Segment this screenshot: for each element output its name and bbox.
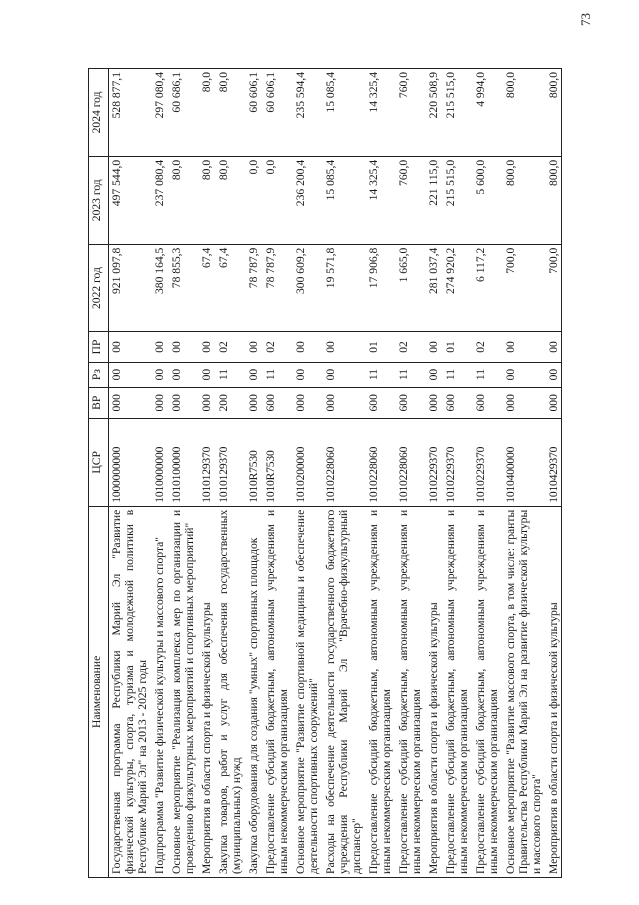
table-row	[471, 69, 501, 878]
row-name: Предоставление субсидий бюджетным, автономным учреждениям и иным некоммерческим организациям	[441, 506, 471, 877]
row-vr: 600	[473, 394, 487, 412]
row-name: Предоставление субсидий бюджетным, автономным учреждениям и иным некоммерческим организациям	[394, 506, 424, 877]
row-2023: 236 200,4	[293, 159, 307, 207]
table-row	[544, 69, 561, 878]
row-csr: 1010400000	[503, 446, 517, 503]
row-name: Мероприятия в области спорта и физической культуры	[424, 506, 441, 877]
rotated-table-frame	[88, 68, 568, 878]
row-vr: 600	[396, 394, 410, 412]
row-2022: 281 037,4	[426, 247, 440, 295]
row-csr: 1010228060	[396, 446, 410, 503]
row-2024: 800,0	[503, 72, 517, 99]
header-rz: Рз	[89, 362, 109, 387]
row-2023: 80,0	[216, 159, 230, 181]
table-row	[150, 69, 167, 878]
row-2024: 297 080,4	[152, 72, 166, 119]
row-2023: 0,0	[263, 159, 277, 175]
row-csr: 1010229370	[473, 446, 487, 503]
row-2024: 60 606,1	[246, 72, 260, 113]
row-2024: 14 325,4	[366, 72, 380, 113]
row-name: Закупка оборудования для создания "умных" спортивных площадок	[244, 506, 261, 877]
row-vr: 600	[263, 394, 277, 412]
table-row	[167, 69, 197, 878]
row-vr: 000	[546, 394, 560, 412]
row-2023: 5 600,0	[473, 159, 487, 195]
row-2023: 800,0	[546, 159, 560, 186]
table-row	[261, 69, 291, 878]
row-2024: 800,0	[546, 72, 560, 99]
row-2024: 760,0	[396, 72, 410, 99]
header-name: Наименование	[89, 506, 109, 877]
row-pr: 02	[263, 341, 277, 353]
row-vr: 200	[216, 394, 230, 412]
row-pr: 00	[246, 341, 260, 353]
row-pr: 02	[396, 341, 410, 353]
table-row	[321, 69, 364, 878]
row-csr: 1000000000	[110, 446, 123, 503]
page-number: 73	[578, 13, 593, 26]
row-csr: 1010129370	[199, 446, 213, 503]
row-pr: 02	[473, 341, 487, 353]
row-pr: 00	[110, 341, 123, 353]
row-pr: 00	[503, 341, 517, 353]
header-2024: 2024 год	[89, 69, 109, 157]
row-name: Предоставление субсидий бюджетным, автономным учреждениям и иным некоммерческим организациям	[364, 506, 394, 877]
row-csr: 1010200000	[293, 446, 307, 503]
row-2022: 19 571,8	[323, 247, 337, 289]
row-vr: 000	[293, 394, 307, 412]
row-pr: 00	[199, 341, 213, 353]
row-2023: 237 080,4	[152, 159, 166, 207]
table-row	[441, 69, 471, 878]
row-2022: 700,0	[546, 247, 560, 274]
row-2024: 80,0	[216, 72, 230, 93]
row-2023: 14 325,4	[366, 159, 380, 201]
row-2022: 300 609,2	[293, 247, 307, 295]
row-2023: 800,0	[503, 159, 517, 186]
row-vr: 000	[152, 394, 166, 412]
row-2023: 15 085,4	[323, 159, 337, 201]
row-name: Мероприятия в области спорта и физической культуры	[544, 506, 561, 877]
row-csr: 1010R7530	[263, 450, 277, 503]
row-pr: 00	[323, 341, 337, 353]
header-pr: ПР	[89, 332, 109, 362]
row-2023: 80,0	[169, 159, 183, 181]
table-body	[109, 69, 562, 878]
row-csr: 1010100000	[169, 446, 183, 503]
row-rz: 00	[152, 368, 166, 381]
row-vr: 000	[199, 394, 213, 412]
table-row	[214, 69, 244, 878]
row-pr: 01	[443, 341, 457, 353]
row-2022: 921 097,8	[110, 247, 123, 295]
row-name: Основное мероприятие "Развитие массового спорта, в том числе: гранты Правительства Республики Марий Эл на развитие физической культуры и массового спорта"	[501, 506, 544, 877]
row-name: Государственная программа Республики Марий Эл "Развитие физической культуры, спорта, туризма и молодежной политики в Республике Марий Эл" на 2013 - 2025 годы	[109, 506, 150, 877]
row-rz: 11	[263, 368, 277, 381]
row-name: Предоставление субсидий бюджетным, автономным учреждениям и иным некоммерческим организациям	[471, 506, 501, 877]
row-rz: 00	[110, 368, 123, 381]
row-pr: 00	[293, 341, 307, 353]
row-2022: 1 665,0	[396, 247, 410, 283]
row-csr: 1010429370	[546, 446, 560, 503]
table-row	[501, 69, 544, 878]
row-name: Закупка товаров, работ и услуг для обеспечения государственных (муниципальных) нужд	[214, 506, 244, 877]
table-row	[424, 69, 441, 878]
row-vr: 000	[503, 394, 517, 412]
row-rz: 00	[246, 368, 260, 381]
row-2022: 700,0	[503, 247, 517, 274]
table-row	[197, 69, 214, 878]
row-pr: 00	[152, 341, 166, 353]
row-2022: 78 787,9	[263, 247, 277, 289]
row-pr: 00	[546, 341, 560, 353]
row-name: Расходы на обеспечение деятельности государственного бюджетного учреждения Республики Марий Эл "Врачебно-физкультурный диспансер"	[321, 506, 364, 877]
row-2024: 4 994,0	[473, 72, 487, 107]
header-2022: 2022 год	[89, 244, 109, 332]
row-rz: 00	[323, 368, 337, 381]
table-row	[109, 69, 150, 878]
row-name: Основное мероприятие "Реализация комплекса мер по организации и проведению физкультурных мероприятий и спортивных мероприятий"	[167, 506, 197, 877]
row-vr: 000	[169, 394, 183, 412]
row-csr: 1010228060	[366, 446, 380, 503]
row-2022: 380 164,5	[152, 247, 166, 295]
row-2022: 6 117,2	[473, 247, 487, 282]
row-2024: 60 606,1	[263, 72, 277, 113]
row-name: Основное мероприятие "Развитие спортивной медицины и обеспечение деятельности спортивных сооружений"	[291, 506, 321, 877]
row-2024: 528 877,1	[110, 72, 123, 119]
table-header-row	[89, 69, 109, 878]
row-2023: 215 515,0	[443, 159, 457, 207]
row-2022: 67,4	[199, 247, 213, 268]
row-rz: 11	[366, 368, 380, 381]
row-pr: 00	[426, 341, 440, 353]
row-2022: 274 920,2	[443, 247, 457, 295]
row-rz: 00	[503, 368, 517, 381]
row-rz: 11	[396, 368, 410, 381]
row-vr: 600	[443, 394, 457, 412]
row-pr: 00	[169, 341, 183, 353]
table-row	[291, 69, 321, 878]
row-csr: 1010229370	[426, 446, 440, 503]
row-2024: 235 594,4	[293, 72, 307, 119]
row-vr: 600	[366, 394, 380, 412]
row-csr: 1010000000	[152, 446, 166, 503]
row-rz: 11	[443, 368, 457, 381]
row-2023: 0,0	[246, 159, 260, 175]
row-pr: 02	[216, 341, 230, 353]
row-csr: 1010R7530	[246, 450, 260, 503]
row-2023: 497 544,0	[110, 159, 123, 207]
row-vr: 000	[426, 394, 440, 412]
row-vr: 000	[246, 394, 260, 412]
row-pr: 01	[366, 341, 380, 353]
row-rz: 00	[546, 368, 560, 381]
table-row	[244, 69, 261, 878]
budget-table	[88, 68, 562, 878]
row-vr: 000	[110, 394, 123, 412]
row-rz: 00	[169, 368, 183, 381]
row-rz: 11	[216, 368, 230, 381]
header-csr: ЦСР	[89, 418, 109, 506]
table-row	[364, 69, 394, 878]
row-2024: 80,0	[199, 72, 213, 93]
row-2024: 60 686,1	[169, 72, 183, 113]
table-row	[394, 69, 424, 878]
row-csr: 1010229370	[443, 446, 457, 503]
row-2023: 80,0	[199, 159, 213, 181]
row-2024: 220 508,9	[426, 72, 440, 119]
row-2022: 67,4	[216, 247, 230, 268]
row-2022: 17 906,8	[366, 247, 380, 289]
row-rz: 11	[473, 368, 487, 381]
row-vr: 000	[323, 394, 337, 412]
row-2022: 78 855,3	[169, 247, 183, 289]
row-rz: 00	[293, 368, 307, 381]
row-2023: 760,0	[396, 159, 410, 186]
row-2022: 78 787,9	[246, 247, 260, 289]
row-name: Подпрограмма "Развитие физической культуры и массового спорта"	[150, 506, 167, 877]
row-2023: 221 115,0	[426, 159, 440, 206]
row-name: Предоставление субсидий бюджетным, автономным учреждениям и иным некоммерческим организациям	[261, 506, 291, 877]
row-rz: 00	[199, 368, 213, 381]
row-2024: 215 515,0	[443, 72, 457, 119]
row-csr: 1010129370	[216, 446, 230, 503]
header-vr: ВР	[89, 387, 109, 418]
row-2024: 15 085,4	[323, 72, 337, 113]
row-rz: 00	[426, 368, 440, 381]
row-name: Мероприятия в области спорта и физической культуры	[197, 506, 214, 877]
header-2023: 2023 год	[89, 156, 109, 244]
row-csr: 1010228060	[323, 446, 337, 503]
